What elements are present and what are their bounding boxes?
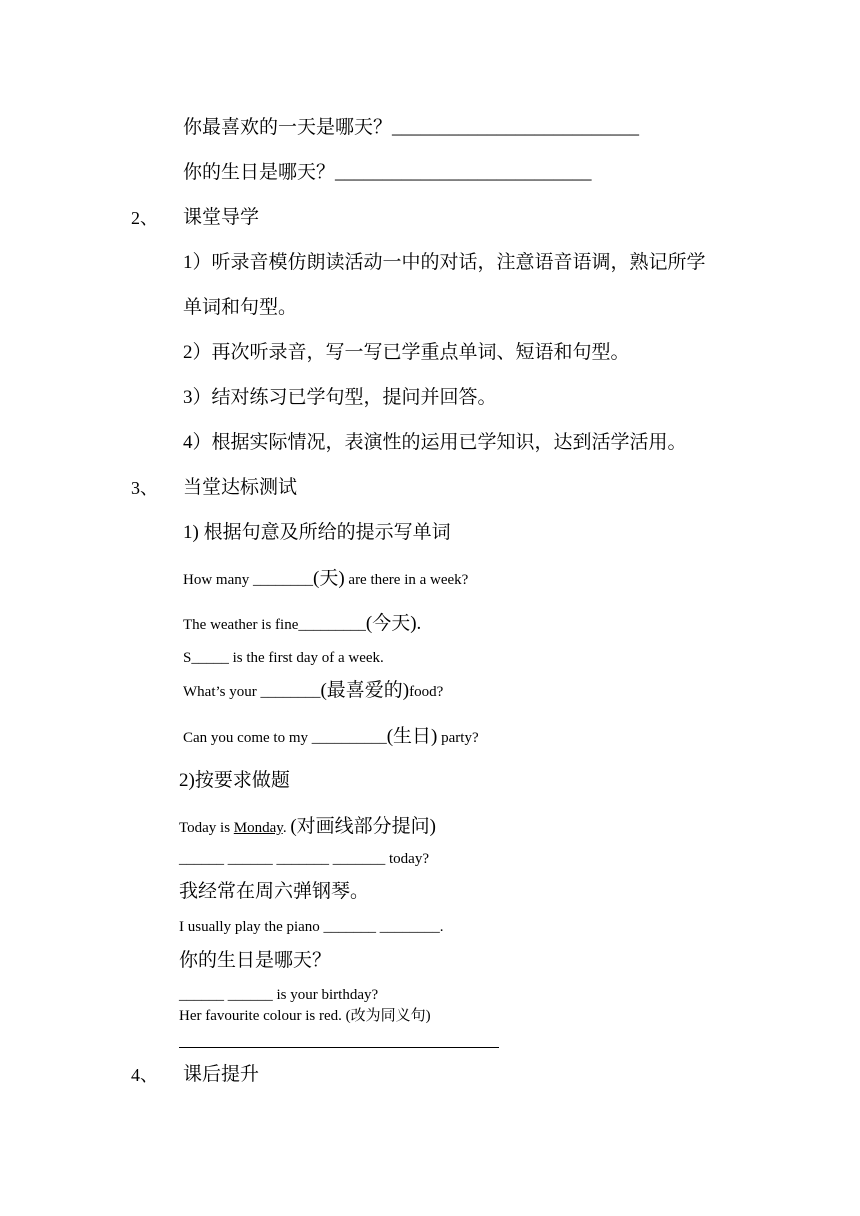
section-2-number: 2、 <box>131 208 158 228</box>
exercise-line-2: ______ ______ _______ _______ today? <box>179 851 429 867</box>
exercise-line-1 <box>179 817 436 836</box>
step-2: 2）再次听录音，写一写已学重点单词、短语和句型。 <box>183 342 630 363</box>
section-3-number: 3、 <box>131 478 158 498</box>
step-4: 4）根据实际情况，表演性的运用已学知识，达到活学活用。 <box>183 432 687 453</box>
exercise-line-3: 我经常在周六弹钢琴。 <box>179 881 370 902</box>
fill-in-line-5-hint: (生日) <box>386 726 438 747</box>
fill-in-line-4 <box>183 681 443 700</box>
fill-in-line-3: S_____ is the first day of a week. <box>183 650 384 666</box>
fill-in-line-2-hint: (今天). <box>365 613 422 634</box>
question-favourite-day: 你最喜欢的一天是哪天？__________________________ <box>183 117 640 138</box>
exercise-line-1-dot: . <box>282 820 291 836</box>
fill-in-line-2 <box>183 614 421 633</box>
exercise-line-4: I usually play the piano _______ ________. <box>179 919 444 935</box>
exercise-line-7-text: Her favourite colour is red. <box>179 1008 346 1024</box>
section-2-title: 课堂导学 <box>183 207 260 228</box>
fill-in-line-1-text: How many ________ <box>183 572 313 588</box>
step-3: 3）结对练习已学句型，提问并回答。 <box>183 387 497 408</box>
step-1-line-2: 单词和句型。 <box>183 297 298 318</box>
fill-in-line-4-text: What’s your ________ <box>183 684 321 700</box>
fill-in-line-1-hint: (天) <box>313 568 345 589</box>
exercise-line-7-instruction: (改为同义句) <box>345 1008 431 1024</box>
underlined-word: Monday <box>233 820 283 836</box>
exercise-line-6: ______ ______ is your birthday? <box>179 987 379 1003</box>
section-3-title: 当堂达标测试 <box>183 477 298 498</box>
fill-in-line-5 <box>183 727 479 746</box>
fill-in-line-1 <box>183 569 468 588</box>
fill-in-line-1-end: are there in a week? <box>344 572 469 588</box>
fill-in-line-5-text: Can you come to my __________ <box>183 730 387 746</box>
exercise-line-1-instruction: (对画线部分提问) <box>290 816 436 837</box>
step-1-line-1: 1）听录音模仿朗读活动一中的对话，注意语音语调，熟记所学 <box>183 252 706 273</box>
exercise-line-7 <box>179 1009 431 1024</box>
question-birthday: 你的生日是哪天？___________________________ <box>183 162 592 183</box>
part-2-title: 2)按要求做题 <box>179 770 290 791</box>
exercise-line-5: 你的生日是哪天？ <box>179 950 332 971</box>
part-1-title: 1) 根据句意及所给的提示写单词 <box>183 522 451 543</box>
exercise-line-1-text: Today is <box>179 820 234 836</box>
fill-in-line-5-end: party? <box>437 730 479 746</box>
section-4-number: 4、 <box>131 1065 158 1085</box>
fill-in-line-4-hint: (最喜爱的) <box>320 680 410 701</box>
fill-in-line-4-end: food? <box>409 684 444 700</box>
section-4-title: 课后提升 <box>183 1064 260 1085</box>
answer-line <box>179 1047 499 1048</box>
fill-in-line-2-text: The weather is fine_________ <box>183 617 366 633</box>
